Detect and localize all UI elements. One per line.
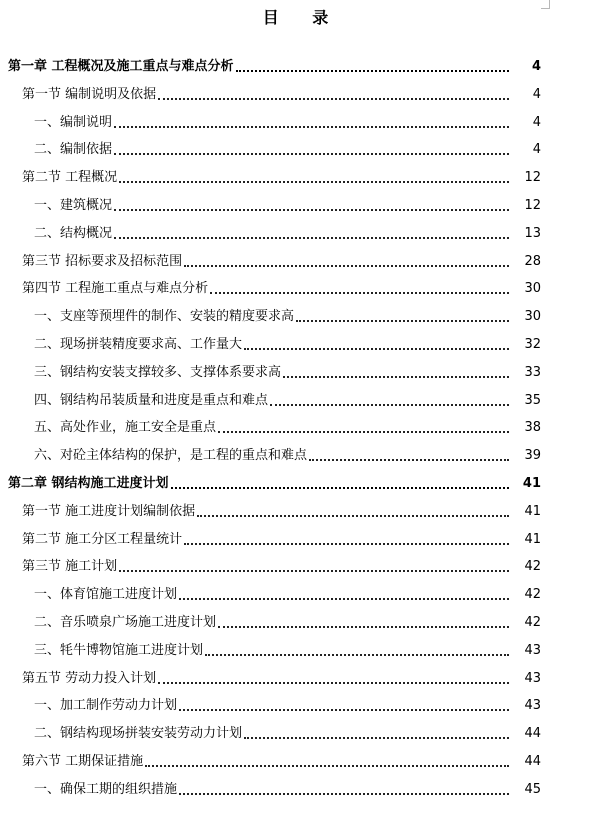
toc-title: 目 录: [262, 8, 343, 27]
toc-leader-dots: [218, 622, 509, 628]
toc-entry[interactable]: [0, 611, 591, 631]
toc-entry-label: 一、确保工期的组织措施: [34, 781, 178, 797]
toc-entry-page: 43: [524, 698, 541, 714]
toc-entry-label: 一、加工制作劳动力计划: [34, 698, 178, 714]
toc-entry[interactable]: [0, 55, 591, 75]
toc-leader-dots: [244, 344, 509, 350]
toc-leader-dots: [184, 539, 509, 545]
toc-entry-page: 43: [524, 670, 541, 686]
toc-entry-page: 41: [524, 503, 541, 519]
toc-entry-label: 四、钢结构吊装质量和进度是重点和难点: [34, 392, 269, 408]
toc-entry-label: 第一节 编制说明及依据: [22, 86, 157, 102]
toc-entry[interactable]: [0, 222, 591, 242]
toc-leader-dots: [114, 233, 509, 239]
toc-entry[interactable]: [0, 694, 591, 714]
toc-entry[interactable]: [0, 277, 591, 297]
toc-entry-label: 第六节 工期保证措施: [22, 754, 144, 769]
toc-entry[interactable]: [0, 639, 591, 659]
toc-leader-dots: [244, 733, 509, 739]
toc-entry[interactable]: [0, 500, 591, 520]
toc-entry-page: 39: [524, 448, 541, 464]
toc-entry-page: 4: [532, 142, 541, 158]
toc-entry[interactable]: [0, 472, 591, 492]
toc-entry-label: 第二节 工程概况: [22, 170, 118, 186]
toc-entry-page: 32: [524, 337, 541, 352]
toc-leader-dots: [119, 177, 509, 183]
toc-entry-label: 第三节 施工计划: [22, 559, 118, 575]
toc-entry-page: 12: [524, 170, 541, 186]
toc-entry-page: 42: [524, 615, 541, 630]
toc-entry-label: 第三节 招标要求及招标范围: [22, 253, 183, 269]
toc-entry[interactable]: [0, 750, 591, 770]
toc-entry-page: 41: [522, 476, 541, 491]
toc-entry-label: 一、体育馆施工进度计划: [34, 587, 178, 603]
toc-entry-label: 五、高处作业，施工安全是重点: [34, 420, 217, 436]
toc-entry-label: 第二节 施工分区工程量统计: [22, 531, 183, 547]
toc-entry[interactable]: [0, 416, 591, 436]
toc-entry-label: 第五节 劳动力投入计划: [22, 670, 157, 686]
toc-leader-dots: [296, 316, 509, 322]
toc-leader-dots: [184, 261, 509, 267]
toc-entry-page: 28: [524, 253, 541, 269]
toc-leader-dots: [179, 705, 509, 711]
toc-entry[interactable]: [0, 166, 591, 186]
toc-entry-label: 三、钢结构安装支撑较多、支撑体系要求高: [34, 364, 282, 380]
toc-leader-dots: [205, 650, 509, 656]
toc-leader-dots: [270, 400, 509, 406]
toc-entry-label: 三、牦牛博物馆施工进度计划: [34, 642, 204, 658]
toc-entry-label: 一、支座等预埋件的制作、安装的精度要求高: [34, 309, 295, 325]
toc-leader-dots: [197, 511, 509, 517]
toc-entry[interactable]: [0, 389, 591, 409]
toc-entry[interactable]: [0, 111, 591, 131]
toc-entry[interactable]: [0, 83, 591, 103]
toc-entry-label: 二、音乐喷泉广场施工进度计划: [34, 615, 217, 630]
toc-entry-label: 一、编制说明: [34, 114, 113, 130]
toc-entry[interactable]: [0, 361, 591, 381]
toc-entry[interactable]: [0, 333, 591, 353]
toc-entry[interactable]: [0, 250, 591, 270]
toc-entry-label: 二、结构概况: [34, 225, 113, 241]
toc-entry-page: 45: [524, 781, 541, 797]
toc-leader-dots: [158, 94, 509, 100]
toc-entry-page: 13: [524, 225, 541, 241]
toc-entry[interactable]: [0, 305, 591, 325]
toc-entry-label: 第二章 钢结构施工进度计划: [8, 476, 169, 491]
toc-entry[interactable]: [0, 528, 591, 548]
toc-entry-label: 第一节 施工进度计划编制依据: [22, 503, 196, 519]
toc-leader-dots: [283, 372, 509, 378]
toc-leader-dots: [218, 427, 509, 433]
toc-entry-page: 43: [524, 642, 541, 658]
toc-entry-page: 4: [532, 86, 541, 102]
toc-entry-page: 12: [524, 198, 541, 213]
toc-entry[interactable]: [0, 667, 591, 687]
toc-leader-dots: [171, 483, 509, 489]
toc-entry-page: 41: [524, 531, 541, 547]
toc-leader-dots: [236, 66, 509, 72]
toc-leader-dots: [158, 678, 509, 684]
toc-leader-dots: [179, 594, 509, 600]
toc-entry-page: 44: [524, 754, 541, 769]
toc-entry[interactable]: [0, 722, 591, 742]
toc-entry-label: 第一章 工程概况及施工重点与难点分析: [8, 59, 234, 74]
toc-leader-dots: [114, 149, 509, 155]
toc-entry[interactable]: [0, 555, 591, 575]
toc-leader-dots: [145, 761, 509, 767]
toc-leader-dots: [114, 205, 509, 211]
toc-entry-page: 4: [531, 59, 541, 74]
toc-entry-page: 4: [532, 114, 541, 130]
toc-entry-page: 42: [524, 559, 541, 575]
toc-entry-label: 第四节 工程施工重点与难点分析: [22, 281, 209, 297]
toc-entry-page: 42: [524, 587, 541, 603]
toc-leader-dots: [114, 122, 509, 128]
toc-entry[interactable]: [0, 194, 591, 214]
toc-entry-page: 33: [524, 364, 541, 380]
toc-entry-label: 一、建筑概况: [34, 198, 113, 213]
toc-entry[interactable]: [0, 444, 591, 464]
toc-entry-page: 30: [524, 309, 541, 325]
toc-entry-page: 35: [524, 392, 541, 408]
toc-entry[interactable]: [0, 138, 591, 158]
toc-leader-dots: [119, 566, 509, 572]
toc-entry-page: 30: [524, 281, 541, 297]
toc-entry[interactable]: [0, 583, 591, 603]
toc-entry-label: 六、对砼主体结构的保护，是工程的重点和难点: [34, 448, 308, 464]
toc-entry-label: 二、编制依据: [34, 142, 113, 158]
toc-entry-page: 38: [524, 420, 541, 436]
toc-leader-dots: [179, 789, 509, 795]
toc-entry-label: 二、钢结构现场拼装安装劳动力计划: [34, 726, 243, 742]
toc-entry-page: 44: [524, 726, 541, 742]
toc-entry-label: 二、现场拼装精度要求高、工作量大: [34, 337, 243, 352]
toc-leader-dots: [309, 455, 509, 461]
toc-leader-dots: [210, 288, 509, 294]
toc-entry[interactable]: [0, 778, 591, 798]
